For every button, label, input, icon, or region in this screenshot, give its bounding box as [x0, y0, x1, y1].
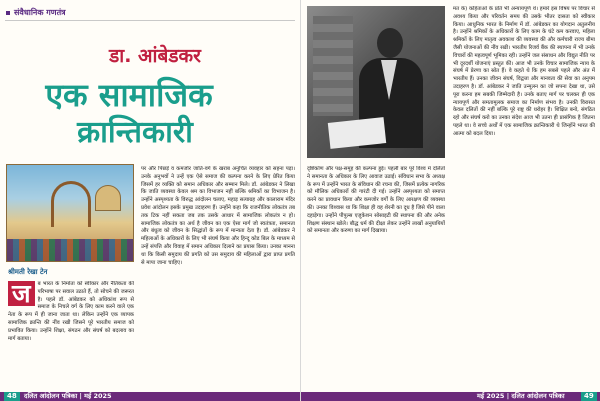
left-footer [0, 392, 300, 401]
article-title-line3: क्रान्तिकारी [77, 115, 193, 150]
page-number: 48 [4, 392, 20, 401]
footer-title: दलित आंदोलन पत्रिका | मई 2025 [24, 392, 112, 400]
section-tag: संवैधानिक गणतंत्र [6, 7, 66, 18]
article-title-line2: एक सामाजिक [45, 76, 213, 114]
author-name: श्रीमती रेखा टेन [8, 268, 48, 276]
right-footer [301, 392, 600, 401]
header-divider [5, 20, 295, 21]
figure-head-shape [377, 28, 403, 58]
article-title-name: डा. आंबेडकर [109, 45, 201, 67]
bookshelf-shape [313, 16, 353, 116]
right-page [300, 0, 600, 401]
drop-cap: ज [8, 281, 35, 306]
mural-illustration [6, 164, 134, 262]
body-column-1 [8, 281, 134, 389]
page-number: 49 [581, 392, 597, 401]
stupa-shape [95, 185, 121, 211]
footer-title: मई 2025 | दलित आंदोलन पत्रिका [477, 392, 565, 400]
arch-shape [51, 181, 91, 227]
body-column-3: दृष्टिकोण और पक्ष-समूह की कल्पना हुई। पहली बार पूरे विश्व में दलितों ने समानता के अधिकार के लिए आवाज उठाई। संविधान सभा के अध्यक्ष के रूप में उन्होंने भारत के संविधान की रचना की, जिसमें प्रत्येक नागरिक को मौलिक अधिकारों की गारंटी दी गई। उन्होंने अस्पृश्यता को समाप्त करने का प्रावधान किया और कमजोर वर्गों के लिए आरक्षण की व्यवस्था की। उनका विश्वास था कि शिक्षा ही वह शेरनी का दूध है जिसे पीने वाला दहाड़ेगा। उन्होंने पीपुल्स एजुकेशन सोसाइटी की स्थापना की और अनेक शिक्षण संस्थान खोले। बौद्ध धर्म की दीक्षा लेकर उन्होंने लाखों अनुयायियों को समानता और करुणा का मार्ग दिखाया। [307, 166, 445, 235]
crowd-shape [7, 239, 133, 261]
body-column-4: मत के) कहिताओं के प्रति भी अन्यायपूर्ण थे। हमारे इस विषय पर विचार से अवश्य किया और परिवर्तन समय की उसके भीतर दासता को स्वीकार किया। आधुनिक भारत के निर्माण में डॉ. आंबेडकर का योगदान अतुलनीय है। उन्होंने श्रमिकों के अधिकारों के लिए काम के घंटे कम करवाए, महिला श्रमिकों के लिए मातृत्व अवकाश की व्यवस्था की और कर्मचारी राज्य बीमा जैसी योजनाओं की नींव रखी। भारतीय रिजर्व बैंक की स्थापना में भी उनके विचारों की महत्वपूर्ण भूमिका रही। उन्होंने जल संसाधन और विद्युत नीति पर भी दूरदर्शी योजनाएं प्रस्तुत कीं। आज भी उनके विचार सामाजिक न्याय के संघर्ष में प्रेरणा का स्रोत हैं। वे कहते थे कि हम सबसे पहले और अंत में भारतीय हैं। उनका जीवन संघर्ष, विद्वत्ता और मानवता की सेवा का अनुपम उदाहरण है। डॉ. आंबेडकर ने जाति उन्मूलन का जो सपना देखा था, उसे पूरा करना हम सबकी जिम्मेदारी है। उनके बताए मार्ग पर चलकर ही एक न्यायपूर्ण और समतामूलक समाज का निर्माण संभव है। उनकी विरासत केवल दलितों की नहीं बल्कि पूरे राष्ट्र की धरोहर है। शिक्षित बनो, संगठित रहो और संघर्ष करो का उनका संदेश आज भी उतना ही प्रासंगिक है जितना पहले था। वे सच्चे अर्थों में एक सामाजिक क्रान्तिकारी थे जिन्होंने भारत की आत्मा को बदल दिया। [453, 6, 595, 137]
ambedkar-photo [307, 6, 445, 158]
body-text-1: ब भारत के निर्माता को स्वीकार और नैतिकता की परिभाषा पर सवाल उठाते हैं, तो सोचने की जरूरत है। पहले डॉ. आंबेडकर को अधिकांश रूप से समाज के निचले वर्ग के लिए काम करने वाले एक नेता के रूप में ही जाना जाता था। लेकिन उन्होंने एक व्यापक सामाजिक क्रान्ति की नींव रखी जिसने पूरे भारतीय समाज को प्रभावित किया। उन्होंने शिक्षा, संगठन और संघर्ष को बदलाव का मार्ग बताया। [8, 281, 134, 342]
body-column-2: पर और पिछड़े व कमजोर जाति-वर्ग के खराब अनुचित व्यवहार को सहना पड़ा। उनके अनुभवों ने उन्हें एक ऐसे समाज की कल्पना करने के लिए प्रेरित किया जिसमें हर व्यक्ति को समान अधिकार और सम्मान मिले। डॉ. आंबेडकर ने लिखा कि जाति व्यवस्था केवल श्रम का विभाजन नहीं बल्कि श्रमिकों का विभाजन है। उन्होंने अस्पृश्यता के विरुद्ध आंदोलन चलाए, महाड़ सत्याग्रह और कालाराम मंदिर प्रवेश आंदोलन इसके प्रमुख उदाहरण हैं। उन्होंने कहा कि राजनीतिक लोकतंत्र तब तक टिक नहीं सकता जब तक उसके आधार में सामाजिक लोकतंत्र न हो। सामाजिक लोकतंत्र का अर्थ है जीवन का एक ऐसा मार्ग जो स्वतंत्रता, समानता और बंधुत्व को जीवन के सिद्धांतों के रूप में मान्यता देता है। डॉ. आंबेडकर ने महिलाओं के अधिकारों के लिए भी संघर्ष किया और हिन्दू कोड बिल के माध्यम से उन्हें संपत्ति और विवाह में समान अधिकार दिलाने का प्रयास किया। उनका मानना था कि किसी समुदाय की प्रगति को उस समुदाय की महिलाओं द्वारा प्राप्त प्रगति से मापा जाना चाहिए। [141, 166, 295, 266]
